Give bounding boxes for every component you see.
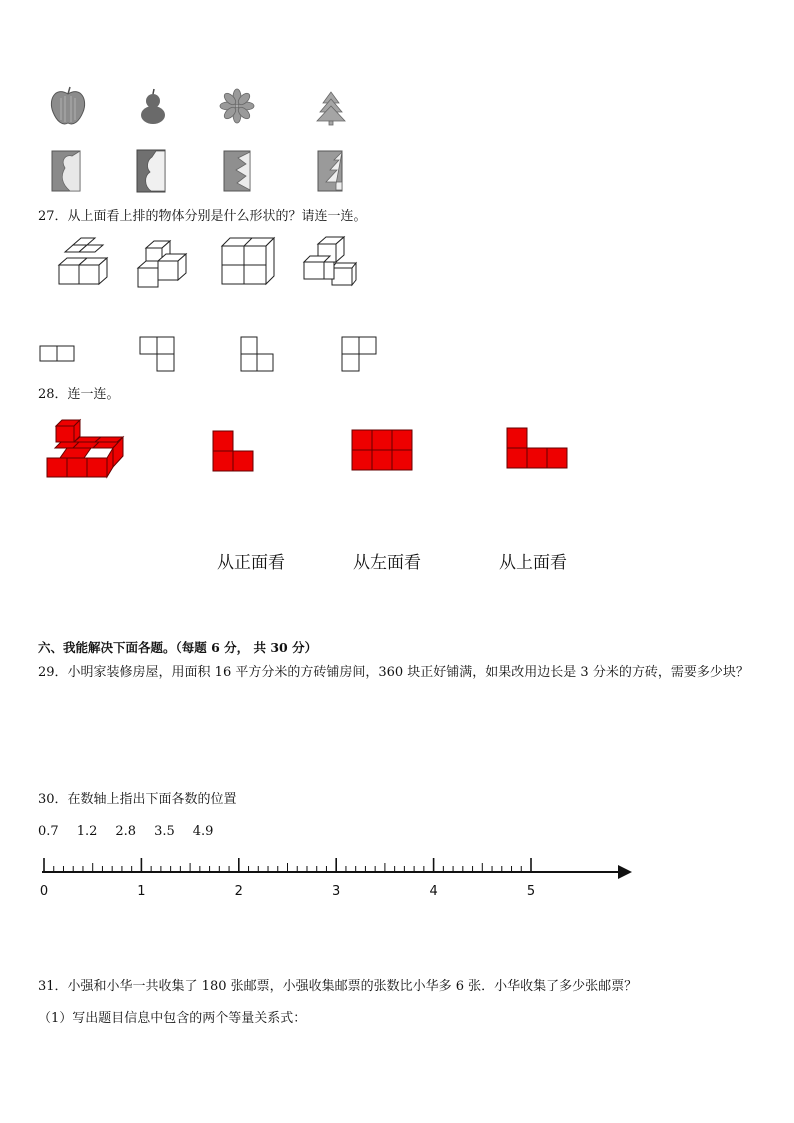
q30-number-list	[38, 823, 231, 841]
number-line-arrow	[618, 865, 632, 879]
red-view-long-l	[507, 428, 567, 468]
q30-prompt: 30．在数轴上指出下面各数的位置	[38, 792, 237, 807]
top-view-d	[342, 337, 376, 371]
half-flower-icon	[224, 151, 250, 191]
label-front-view: 从正面看	[217, 553, 285, 573]
q31-part1: （1）写出题目信息中包含的两个等量关系式：	[38, 1011, 307, 1026]
q30-number: 0.7	[38, 824, 59, 839]
q29-text: 29．小明家装修房屋，用面积 16 平方分米的方砖铺房间，360 块正好铺满，如果改用边长是 3 分米的方砖，需要多少块？	[38, 665, 749, 680]
axis-label: 2	[234, 884, 243, 899]
axis-label: 4	[429, 884, 438, 899]
solid-a	[59, 238, 107, 284]
flower-icon	[220, 89, 254, 123]
q31-text: 31．小强和小华一共收集了 180 张邮票，小强收集邮票的张数比小华多 6 张．小华收集了多少张邮票？	[38, 979, 638, 994]
q30-number: 2.8	[115, 824, 137, 839]
top-view-c	[241, 337, 273, 371]
q30-number: 4.9	[192, 824, 214, 839]
axis-label: 0	[39, 884, 49, 899]
pine-tree-icon	[317, 92, 345, 125]
q26-top-row	[0, 0, 794, 200]
q27-solids	[0, 230, 794, 380]
label-top-view: 从上面看	[499, 553, 567, 573]
label-left-view: 从左面看	[353, 553, 421, 573]
red-solid	[47, 420, 123, 477]
half-apple-icon	[52, 151, 80, 191]
axis-label: 1	[137, 884, 146, 899]
half-tree-icon	[318, 151, 342, 191]
q30-number: 3.5	[154, 824, 175, 839]
red-view-rectangle	[352, 430, 412, 470]
axis-label: 5	[526, 884, 536, 899]
red-view-l-shape	[213, 431, 253, 471]
q30-number: 1.2	[76, 824, 98, 839]
top-view-a	[40, 346, 74, 361]
gourd-icon	[141, 89, 165, 124]
q28-prompt: 28．连一连。	[38, 387, 120, 402]
section-heading: 六、我能解决下面各题。（每题 6 分， 共 30 分）	[38, 640, 318, 655]
half-gourd-icon	[137, 150, 165, 192]
apple-icon	[51, 87, 84, 124]
solid-b	[138, 241, 186, 287]
number-line	[0, 850, 794, 900]
solid-c	[222, 238, 274, 284]
q28-figures	[0, 410, 794, 490]
top-view-b	[140, 337, 174, 371]
q27-prompt: 27．从上面看上排的物体分别是什么形状的？请连一连。	[38, 209, 367, 224]
axis-label: 3	[332, 884, 341, 899]
solid-d	[304, 237, 356, 285]
